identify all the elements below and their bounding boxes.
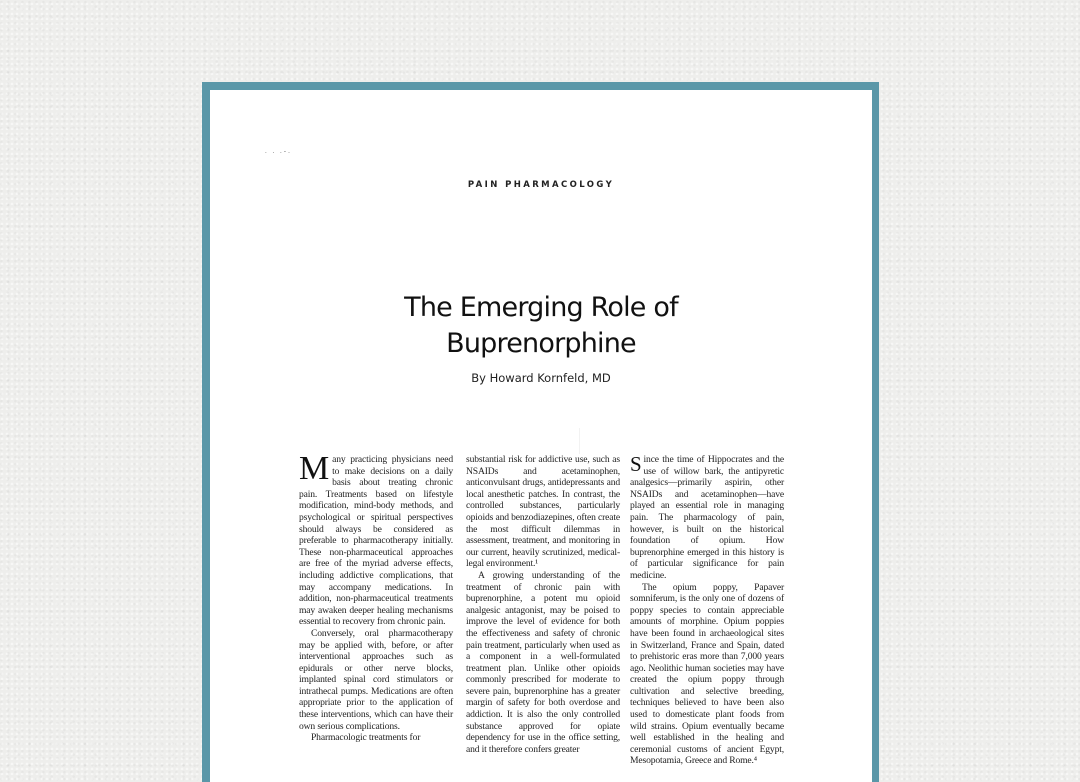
paragraph: Many practicing physicians need to make decisions on a daily basis about treating chronic pain. Treatments based on lifestyle modification, mind-body methods, and psychological or spiritual perspectives should always be considered as preferable to pharmacotherapy initially. These non-pharmaceutical approaches are free of the myriad adverse effects, including addictive complications, that may accompany medications. In addition, non-pharmaceutical treatments may awaken deeper healing mechanisms essential to recovery from chronic pain. [299, 450, 453, 628]
drop-cap: S [630, 452, 642, 476]
text-column-1 [299, 450, 453, 744]
byline: By Howard Kornfeld, MD [471, 371, 611, 385]
drop-cap: M [299, 450, 330, 487]
paragraph: Since the time of Hippocrates and the use of willow bark, the antipyretic analgesics—primarily aspirin, other NSAIDs and acetaminophen—have played an essential role in managing pain. The pharmacology of pain, however, is built on the historical foundation of opium. How buprenorphine emerged in this history is of particular significance for pain medicine. [630, 452, 784, 581]
section-label: PAIN PHARMACOLOGY [467, 180, 615, 190]
column-divider [579, 428, 580, 454]
paragraph: The opium poppy, Papaver somniferum, is the only one of dozens of poppy species to contain appreciable amounts of morphine. Opium poppies have been found in archaeological sites in Switzerland, France and Spain, dated to prehistoric eras more than 7,000 years ago. Neolithic human societies may have created the opium poppy through cultivation and selective breeding, techniques believed to have been also used to domesticate plant foods from wild strains. Opium eventually became well established in the healing and ceremonial customs of ancient Egypt, Mesopotamia, Greece and Rome.⁴ [630, 581, 784, 767]
paragraph: substantial risk for addictive use, such as NSAIDs and acetaminophen, anticonvulsant drugs, antidepressants and local anesthetic patches. In contrast, the controlled substances, particularly opioids and benzodiazepines, often create the most difficult dilemmas in assessment, treatment, and monitoring in our current, heavily scrutinized, medical-legal environment.¹ [466, 454, 620, 570]
page-border [202, 82, 879, 782]
paragraph: A growing understanding of the treatment of chronic pain with buprenorphine, a potent mu opioid analgesic antagonist, may be poised to improve the level of evidence for both the effectiveness and safety of chronic pain treatment, particularly when used as a component in a well-formulated treatment plan. Unlike other opioids commonly prescribed for moderate to severe pain, buprenorphine has a greater margin of safety for both overdose and addiction. It is also the only controlled substance approved for opiate dependency for use in the office setting, and it therefore confers greater [466, 569, 620, 755]
text-column-3 [630, 454, 784, 767]
scan-specks: . . .-. [265, 147, 292, 155]
paragraph: Pharmacologic treatments for [311, 732, 421, 744]
document-page [210, 90, 872, 782]
title-line-1: The Emerging Role of [404, 292, 678, 323]
text-column-2 [466, 454, 620, 755]
paragraph: Conversely, oral pharmacotherapy may be applied with, before, or after interventional approaches such as epidurals or other nerve blocks, implanted spinal cord stimulators or intrathecal pumps. Medications are often appropriate prior to the application of these interventions, which can have their own serious complications. [299, 627, 453, 732]
article-title [210, 290, 872, 362]
title-line-2: Buprenorphine [446, 328, 636, 359]
